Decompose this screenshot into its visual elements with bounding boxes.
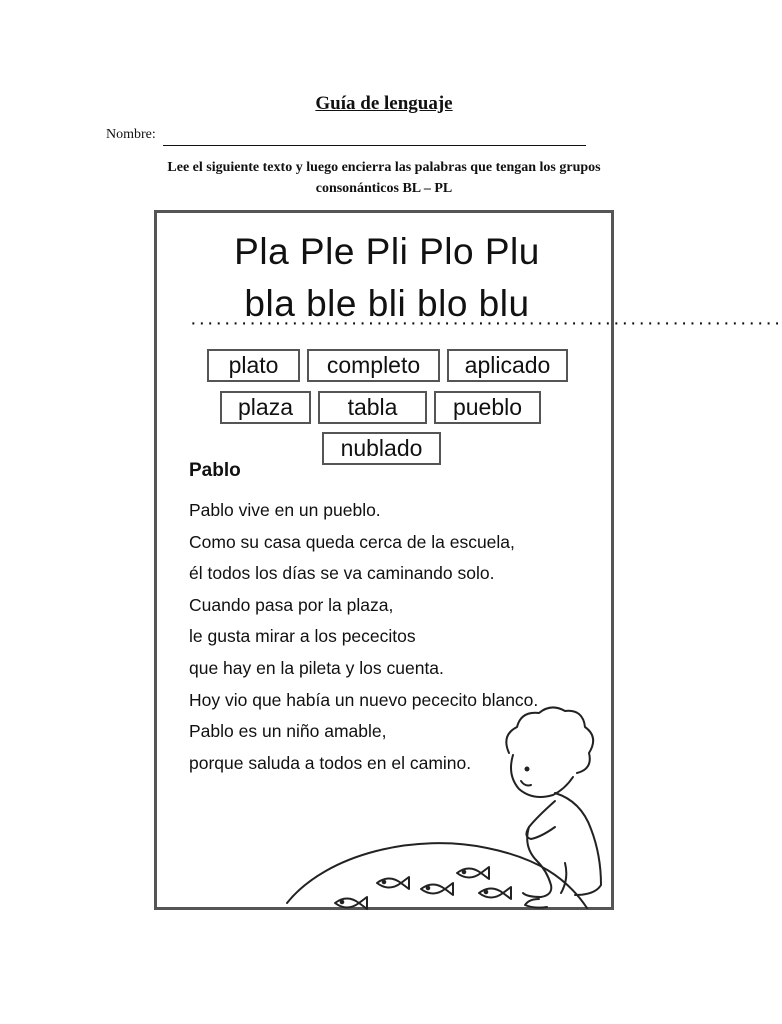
word-box-nublado: nublado [322,432,441,465]
dotted-divider: ······································································ [190,312,782,334]
page-title: Guía de lenguaje [315,93,453,114]
instruction-line-1: Lee el siguiente texto y luego encierra las palabras que tengan los grupos [167,160,601,175]
story-line: Pablo vive en un pueblo. [189,500,381,520]
story-line: porque saluda a todos en el camino. [189,752,472,773]
word-box-plato: plato [207,349,300,382]
word-box-tabla: tabla [318,391,427,424]
story-line: Cuando pasa por la plaza, [189,594,394,615]
instruction-line-2: consonánticos BL – PL [315,181,453,196]
boy-eye [526,768,529,771]
story-line: Hoy vio que había un nuevo pececito blanco. [189,689,539,710]
word-box-plaza: plaza [220,391,311,424]
boy-hair [506,707,593,773]
boy-mouth [521,781,531,786]
word-box-aplicado: aplicado [447,349,568,382]
story-title: Pablo [189,460,241,481]
name-field-line [163,145,586,146]
worksheet-frame [154,210,782,910]
fish-icon [421,883,453,895]
boy-leg-line [561,863,566,893]
boy-shoe [525,899,547,908]
story-line: que hay en la pileta y los cuenta. [189,657,444,678]
fish-icon [479,887,511,899]
word-box-pueblo: pueblo [434,391,541,424]
fish-icon [457,867,489,879]
name-label: Nombre: [106,127,156,142]
boy-arm [526,801,555,839]
story-line: Como su casa queda cerca de la escuela, [189,531,515,552]
story-line: Pablo es un niño amable, [189,721,387,742]
story-line: le gusta mirar a los pececitos [189,626,416,647]
syllables-pl-row: Pla Ple Pli Plo Plu [234,231,540,272]
story-line: él todos los días se va caminando solo. [189,563,495,584]
pond-outline [287,843,587,908]
fish-icon [377,877,409,889]
word-box-completo: completo [307,349,440,382]
fish-icon [335,897,367,909]
boy-face [511,755,573,797]
child-illustration-icon [157,213,782,913]
syllables-bl-row: bla ble bli blo blu [244,283,530,324]
instructions [130,157,638,199]
